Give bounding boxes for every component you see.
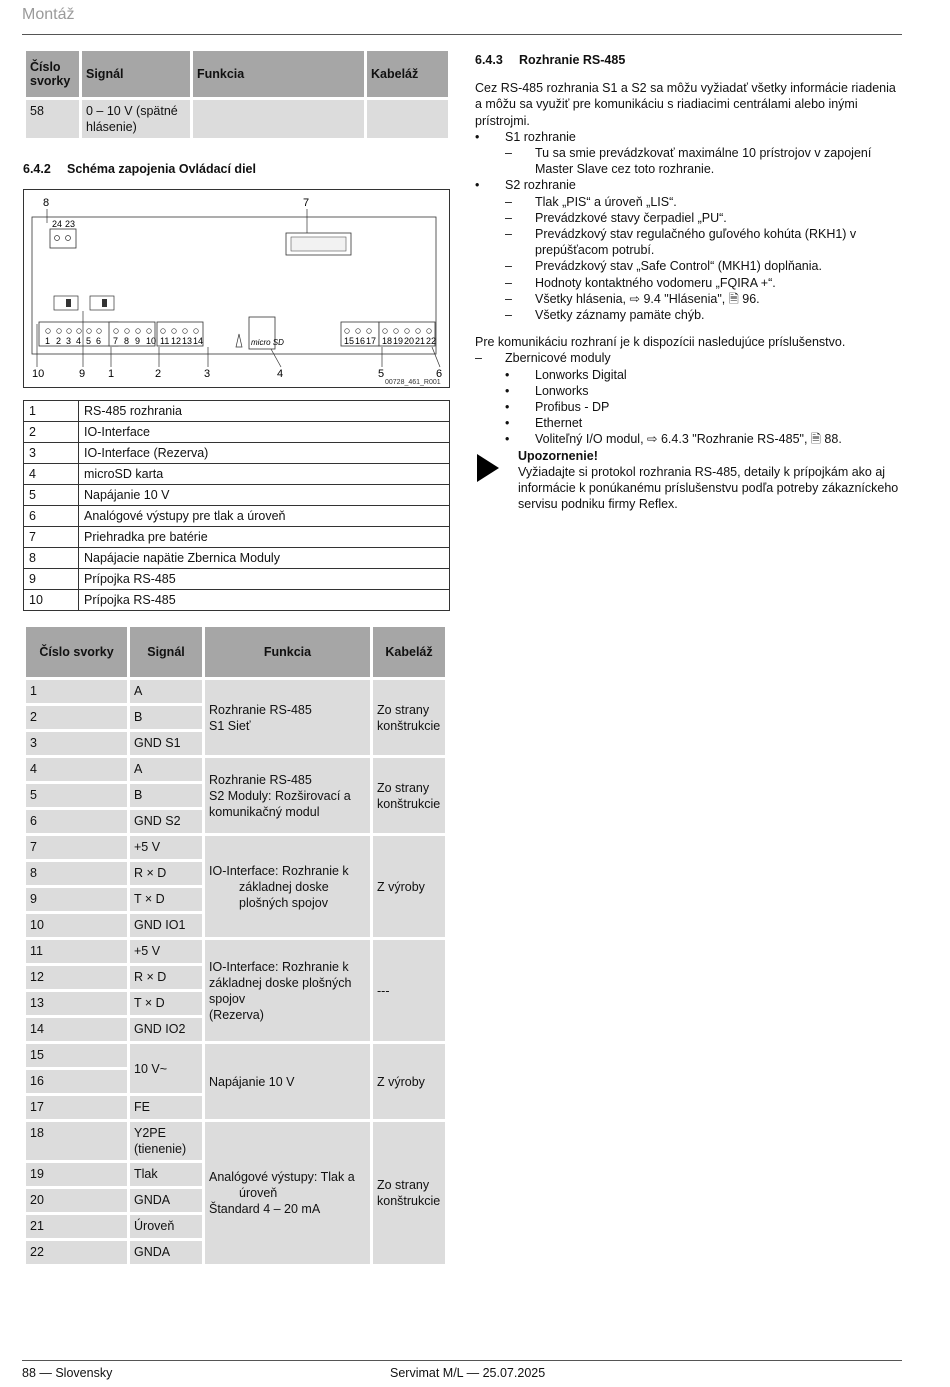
cell-signal: B bbox=[130, 706, 202, 729]
cell-signal: GNDA bbox=[130, 1189, 202, 1212]
callout-2: 2 bbox=[155, 368, 162, 380]
terminal-number: 12 bbox=[171, 336, 182, 346]
table-row bbox=[26, 758, 445, 781]
col-header-terminal-number: Číslo svorky bbox=[26, 627, 127, 677]
list-item-bus-modules: – Zbernicové moduly bbox=[475, 351, 611, 366]
cell-signal: 10 V~ bbox=[130, 1044, 202, 1093]
section-heading-642 bbox=[23, 162, 256, 176]
control-unit-wiring-diagram bbox=[23, 189, 450, 388]
cell-signal: A bbox=[130, 680, 202, 703]
cell-signal: GND S2 bbox=[130, 810, 202, 833]
col-header-cabling: Kabeláž bbox=[373, 627, 445, 677]
cell-number: 5 bbox=[26, 784, 127, 807]
cell-signal: R × D bbox=[130, 862, 202, 885]
function-line: Rozhranie RS-485 bbox=[209, 702, 312, 717]
cell-number: 14 bbox=[26, 1018, 127, 1041]
legend-number: 9 bbox=[24, 569, 79, 590]
footer-doc-date: Servimat M/L — 25.07.2025 bbox=[390, 1366, 546, 1380]
cell-signal: +5 V bbox=[130, 836, 202, 859]
terminal-number: 17 bbox=[366, 336, 377, 346]
cell-signal: T × D bbox=[130, 992, 202, 1015]
cell-number: 19 bbox=[26, 1163, 127, 1186]
legend-text: Napájanie 10 V bbox=[79, 485, 450, 506]
callout-4: 4 bbox=[277, 368, 284, 380]
microsd-card-label: micro SD bbox=[251, 338, 284, 347]
legend-row bbox=[24, 401, 450, 422]
legend-number: 6 bbox=[24, 506, 79, 527]
cell-number: 3 bbox=[26, 732, 127, 755]
cell-signal: GND S1 bbox=[130, 732, 202, 755]
cell-number: 15 bbox=[26, 1044, 127, 1067]
cell-function bbox=[205, 1044, 370, 1119]
cell-signal: FE bbox=[130, 1096, 202, 1119]
cell-number: 16 bbox=[26, 1070, 127, 1093]
cell-number: 7 bbox=[26, 836, 127, 859]
table-row bbox=[26, 1122, 445, 1160]
terminal-number: 5 bbox=[86, 336, 92, 346]
list-item: • Lonworks bbox=[505, 383, 589, 398]
terminal-number: 16 bbox=[355, 336, 366, 346]
list-item: – Všetky záznamy pamäte chýb. bbox=[505, 308, 705, 323]
figure-id: 00728_461_R001 bbox=[385, 379, 441, 386]
cell-number: 22 bbox=[26, 1241, 127, 1264]
legend-row bbox=[24, 527, 450, 548]
cell-number: 21 bbox=[26, 1215, 127, 1238]
list-item: – Tlak „PIS“ a úroveň „LIS“. bbox=[505, 194, 677, 209]
legend-row bbox=[24, 464, 450, 485]
note-title: Upozornenie! bbox=[518, 448, 598, 463]
function-line: (Rezerva) bbox=[209, 1007, 264, 1022]
legend-text: IO-Interface (Rezerva) bbox=[79, 443, 450, 464]
legend-text: Napájacie napätie Zbernica Moduly bbox=[79, 548, 450, 569]
cell-cabling: --- bbox=[373, 940, 445, 1041]
header-section-title: Montáž bbox=[22, 6, 75, 23]
cell-signal: +5 V bbox=[130, 940, 202, 963]
header-rule bbox=[22, 34, 902, 35]
cell-number: 6 bbox=[26, 810, 127, 833]
list-item: – Tu sa smie prevádzkovať maximálne 10 prístrojov v zapojení Master Slave cez toto rozhranie. bbox=[505, 146, 872, 177]
terminal-number: 10 bbox=[146, 336, 157, 346]
section-643 bbox=[475, 52, 900, 512]
legend-row bbox=[24, 548, 450, 569]
cell-function bbox=[205, 1122, 370, 1264]
callout-7: 7 bbox=[303, 197, 310, 209]
cell-number: 8 bbox=[26, 862, 127, 885]
section-number: 6.4.2 bbox=[23, 162, 51, 176]
legend-number: 10 bbox=[24, 590, 79, 611]
legend-number: 3 bbox=[24, 443, 79, 464]
section-heading-643 bbox=[475, 52, 900, 68]
list-item: • Ethernet bbox=[505, 416, 583, 431]
legend-text: Priehradka pre batérie bbox=[79, 527, 450, 548]
function-line: základnej doske plošných spojov bbox=[239, 879, 329, 910]
cell-cabling: Zo strany konštrukcie bbox=[373, 758, 445, 833]
terminal-number: 13 bbox=[182, 336, 193, 346]
callout-9: 9 bbox=[79, 368, 86, 380]
warning-triangle-icon bbox=[477, 454, 499, 482]
terminal-number: 7 bbox=[113, 336, 119, 346]
cell-function bbox=[205, 836, 370, 937]
legend-number: 2 bbox=[24, 422, 79, 443]
function-line: S2 Moduly: Rozširovací a komunikačný modul bbox=[209, 788, 351, 819]
list-item: – Prevádzkový stav „Safe Control“ (MKH1) doplňania. bbox=[505, 259, 822, 274]
terminal-number: 3 bbox=[66, 336, 72, 346]
cell-number: 13 bbox=[26, 992, 127, 1015]
table-row bbox=[26, 1044, 445, 1067]
accessories-intro: Pre komunikáciu rozhraní je k dispozícii nasledujúce príslušenstvo. bbox=[475, 335, 846, 350]
note-text: Vyžiadajte si protokol rozhrania RS-485, detaily k prípojkám ako aj informácie k ponúkanému príslušenstvu podľa potreby zákazníckeho servisu podniku firmy Reflex. bbox=[518, 464, 899, 512]
function-line: IO-Interface: Rozhranie k základnej doske plošných spojov bbox=[209, 959, 352, 1006]
legend-text: microSD karta bbox=[79, 464, 450, 485]
col-header-signal: Signál bbox=[130, 627, 202, 677]
terminal-number: 8 bbox=[124, 336, 130, 346]
legend-number: 7 bbox=[24, 527, 79, 548]
legend-row bbox=[24, 590, 450, 611]
cell-signal: R × D bbox=[130, 966, 202, 989]
legend-row bbox=[24, 485, 450, 506]
terminal-number: 11 bbox=[160, 336, 170, 346]
table-row bbox=[26, 940, 445, 963]
callout-8: 8 bbox=[43, 197, 50, 209]
list-item-s2: • S2 rozhranie bbox=[475, 178, 576, 193]
function-line: S1 Sieť bbox=[209, 718, 251, 733]
cell-signal: Y2PE (tienenie) bbox=[130, 1122, 202, 1160]
callout-3: 3 bbox=[204, 368, 211, 380]
cell-signal: GND IO1 bbox=[130, 914, 202, 937]
function-line: Analógové výstupy: Tlak a bbox=[209, 1170, 355, 1184]
terminal-number: 22 bbox=[426, 336, 437, 346]
function-line: úroveň bbox=[239, 1186, 278, 1200]
legend-text: Prípojka RS-485 bbox=[79, 569, 450, 590]
cell-function bbox=[205, 758, 370, 833]
cell-number: 1 bbox=[26, 680, 127, 703]
cell-number: 58 bbox=[26, 100, 79, 138]
section-number: 6.4.3 bbox=[475, 53, 503, 67]
note-box bbox=[475, 448, 900, 513]
section-title: Schéma zapojenia Ovládací diel bbox=[67, 162, 256, 176]
col-header-function: Funkcia bbox=[193, 51, 364, 97]
cell-cabling bbox=[367, 100, 448, 138]
function-line: Napájanie 10 V bbox=[209, 1074, 295, 1089]
cell-function bbox=[193, 100, 364, 138]
terminal-number: 6 bbox=[96, 336, 102, 346]
legend-number: 8 bbox=[24, 548, 79, 569]
col-header-signal: Signál bbox=[82, 51, 190, 97]
terminal-table-continued bbox=[23, 48, 451, 141]
terminal-number: 18 bbox=[382, 336, 393, 346]
col-header-terminal-number: Číslo svorky bbox=[26, 51, 79, 97]
table-row bbox=[26, 100, 448, 138]
cell-number: 18 bbox=[26, 1122, 127, 1160]
list-item: • Voliteľný I/O modul, ⇨ 6.4.3 "Rozhranie RS-485", 🗎 88. bbox=[505, 432, 842, 447]
legend-number: 1 bbox=[24, 401, 79, 422]
cell-signal: GND IO2 bbox=[130, 1018, 202, 1041]
footer-rule bbox=[22, 1360, 902, 1361]
legend-row bbox=[24, 443, 450, 464]
function-line: Rozhranie RS-485 bbox=[209, 772, 312, 787]
list-item: – Prevádzkové stavy čerpadiel „PU“. bbox=[505, 210, 727, 225]
cell-signal: 0 – 10 V (spätné hlásenie) bbox=[82, 100, 190, 138]
terminal-number: 20 bbox=[404, 336, 415, 346]
cell-number: 20 bbox=[26, 1189, 127, 1212]
table-row bbox=[26, 680, 445, 703]
cell-cabling: Zo strany konštrukcie bbox=[373, 680, 445, 755]
function-line: IO-Interface: Rozhranie k bbox=[209, 863, 349, 878]
cell-number: 2 bbox=[26, 706, 127, 729]
legend-text: Prípojka RS-485 bbox=[79, 590, 450, 611]
cell-signal: Úroveň bbox=[130, 1215, 202, 1238]
cell-number: 12 bbox=[26, 966, 127, 989]
terminal-label-23: 23 bbox=[65, 219, 76, 229]
callout-10: 10 bbox=[32, 368, 45, 380]
legend-text: Analógové výstupy pre tlak a úroveň bbox=[79, 506, 450, 527]
col-header-function: Funkcia bbox=[205, 627, 370, 677]
cell-function bbox=[205, 940, 370, 1041]
list-item: – Hodnoty kontaktného vodomeru „FQIRA +“. bbox=[505, 275, 776, 290]
cell-function bbox=[205, 680, 370, 755]
footer-page-language: 88 — Slovensky bbox=[22, 1366, 113, 1380]
terminal-number: 15 bbox=[344, 336, 355, 346]
function-line: Štandard 4 – 20 mA bbox=[209, 1202, 321, 1216]
intro-paragraph: Cez RS-485 rozhrania S1 a S2 sa môžu vyžiadať všetky informácie riadenia a môžu sa využiť pre komunikáciu s riadiacimi centrálami alebo inými prístrojmi. bbox=[475, 81, 896, 128]
terminal-number: 19 bbox=[393, 336, 404, 346]
list-item: – Všetky hlásenia, ⇨ 9.4 "Hlásenia", 🗎 96. bbox=[505, 291, 760, 306]
callout-1: 1 bbox=[108, 368, 115, 380]
cell-number: 17 bbox=[26, 1096, 127, 1119]
cell-number: 11 bbox=[26, 940, 127, 963]
cell-signal: Tlak bbox=[130, 1163, 202, 1186]
cell-number: 10 bbox=[26, 914, 127, 937]
list-item-s1: • S1 rozhranie bbox=[475, 129, 576, 144]
terminal-assignment-table bbox=[23, 624, 448, 1267]
terminal-number: 2 bbox=[56, 336, 62, 346]
terminal-number: 9 bbox=[135, 336, 141, 346]
cell-cabling: Z výroby bbox=[373, 836, 445, 937]
terminal-number: 4 bbox=[76, 336, 82, 346]
cell-cabling: Z výroby bbox=[373, 1044, 445, 1119]
terminal-label-24: 24 bbox=[52, 219, 63, 229]
terminal-number: 14 bbox=[193, 336, 204, 346]
list-item: – Prevádzkový stav regulačného guľového kohúta (RKH1) v prepúšťacom potrubí. bbox=[505, 227, 857, 258]
callout-5: 5 bbox=[378, 368, 385, 380]
cell-number: 4 bbox=[26, 758, 127, 781]
legend-row bbox=[24, 422, 450, 443]
table-row bbox=[26, 836, 445, 859]
legend-number: 5 bbox=[24, 485, 79, 506]
terminal-number: 1 bbox=[45, 336, 51, 346]
cell-number: 9 bbox=[26, 888, 127, 911]
callout-6: 6 bbox=[436, 368, 443, 380]
legend-number: 4 bbox=[24, 464, 79, 485]
cell-cabling: Zo strany konštrukcie bbox=[373, 1122, 445, 1264]
cell-signal: A bbox=[130, 758, 202, 781]
cell-signal: T × D bbox=[130, 888, 202, 911]
section-title: Rozhranie RS-485 bbox=[519, 53, 626, 67]
terminal-number: 21 bbox=[415, 336, 426, 346]
legend-text: RS-485 rozhrania bbox=[79, 401, 450, 422]
legend-row bbox=[24, 506, 450, 527]
legend-text: IO-Interface bbox=[79, 422, 450, 443]
list-item: • Profibus - DP bbox=[505, 400, 610, 415]
col-header-cabling: Kabeláž bbox=[367, 51, 448, 97]
cell-signal: B bbox=[130, 784, 202, 807]
cell-signal: GNDA bbox=[130, 1241, 202, 1264]
list-item: • Lonworks Digital bbox=[505, 367, 627, 382]
legend-row bbox=[24, 569, 450, 590]
diagram-legend-table bbox=[23, 400, 450, 611]
